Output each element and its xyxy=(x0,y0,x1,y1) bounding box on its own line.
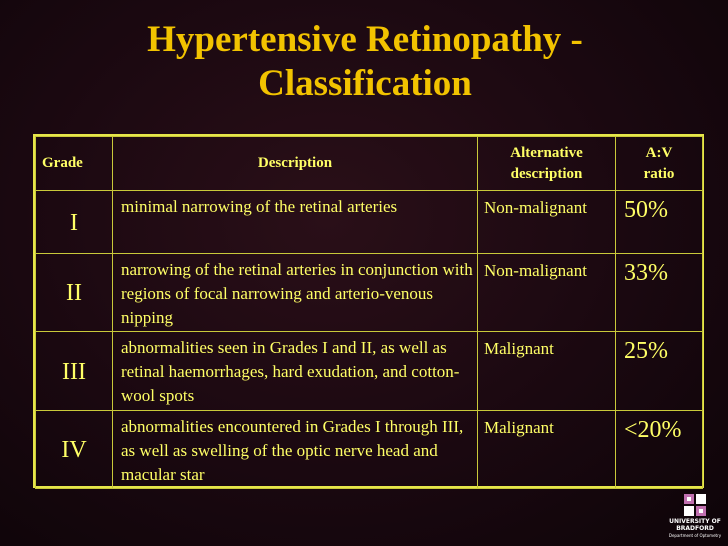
grade-cell: II xyxy=(36,254,113,332)
av-ratio-cell: <20% xyxy=(616,411,703,489)
description-cell: minimal narrowing of the retinal arteries xyxy=(113,191,478,254)
grade-cell: I xyxy=(36,191,113,254)
header-av-line-2: ratio xyxy=(643,165,675,182)
grade-cell: III xyxy=(36,332,113,411)
description-cell: narrowing of the retinal arteries in conjunction with regions of focal narrowing and arterio-venous nipping xyxy=(113,254,478,332)
header-alternative xyxy=(478,137,616,191)
slide-title xyxy=(60,18,670,106)
crest-icon xyxy=(684,494,706,516)
university-logo xyxy=(664,494,726,546)
table-header-row xyxy=(36,137,703,191)
table-row xyxy=(36,191,703,254)
description-cell: abnormalities encountered in Grades I through III, as well as swelling of the optic nerve head and macular star xyxy=(113,411,478,489)
description-cell: abnormalities seen in Grades I and II, as well as retinal haemorrhages, hard exudation, and cotton-wool spots xyxy=(113,332,478,411)
alternative-cell: Malignant xyxy=(478,332,616,411)
av-ratio-cell: 25% xyxy=(616,332,703,411)
header-alternative-line-2: description xyxy=(510,165,583,182)
av-ratio-cell: 50% xyxy=(616,191,703,254)
av-ratio-cell: 33% xyxy=(616,254,703,332)
alternative-cell: Non-malignant xyxy=(478,254,616,332)
alternative-cell: Malignant xyxy=(478,411,616,489)
header-av-line-1: A:V xyxy=(645,144,673,161)
title-line-1: Hypertensive Retinopathy - xyxy=(147,19,583,60)
table-row xyxy=(36,411,703,489)
header-alternative-line-1: Alternative xyxy=(510,144,583,161)
alternative-cell: Non-malignant xyxy=(478,191,616,254)
logo-name: UNIVERSITY OF BRADFORD xyxy=(669,518,721,532)
header-av-ratio xyxy=(616,137,703,191)
table-row xyxy=(36,332,703,411)
header-grade: Grade xyxy=(36,137,113,191)
header-description: Description xyxy=(113,137,478,191)
classification-table xyxy=(33,134,704,488)
title-line-2: Classification xyxy=(258,63,472,104)
table-row xyxy=(36,254,703,332)
grade-cell: IV xyxy=(36,411,113,489)
logo-subtitle: Department of Optometry xyxy=(668,533,722,538)
